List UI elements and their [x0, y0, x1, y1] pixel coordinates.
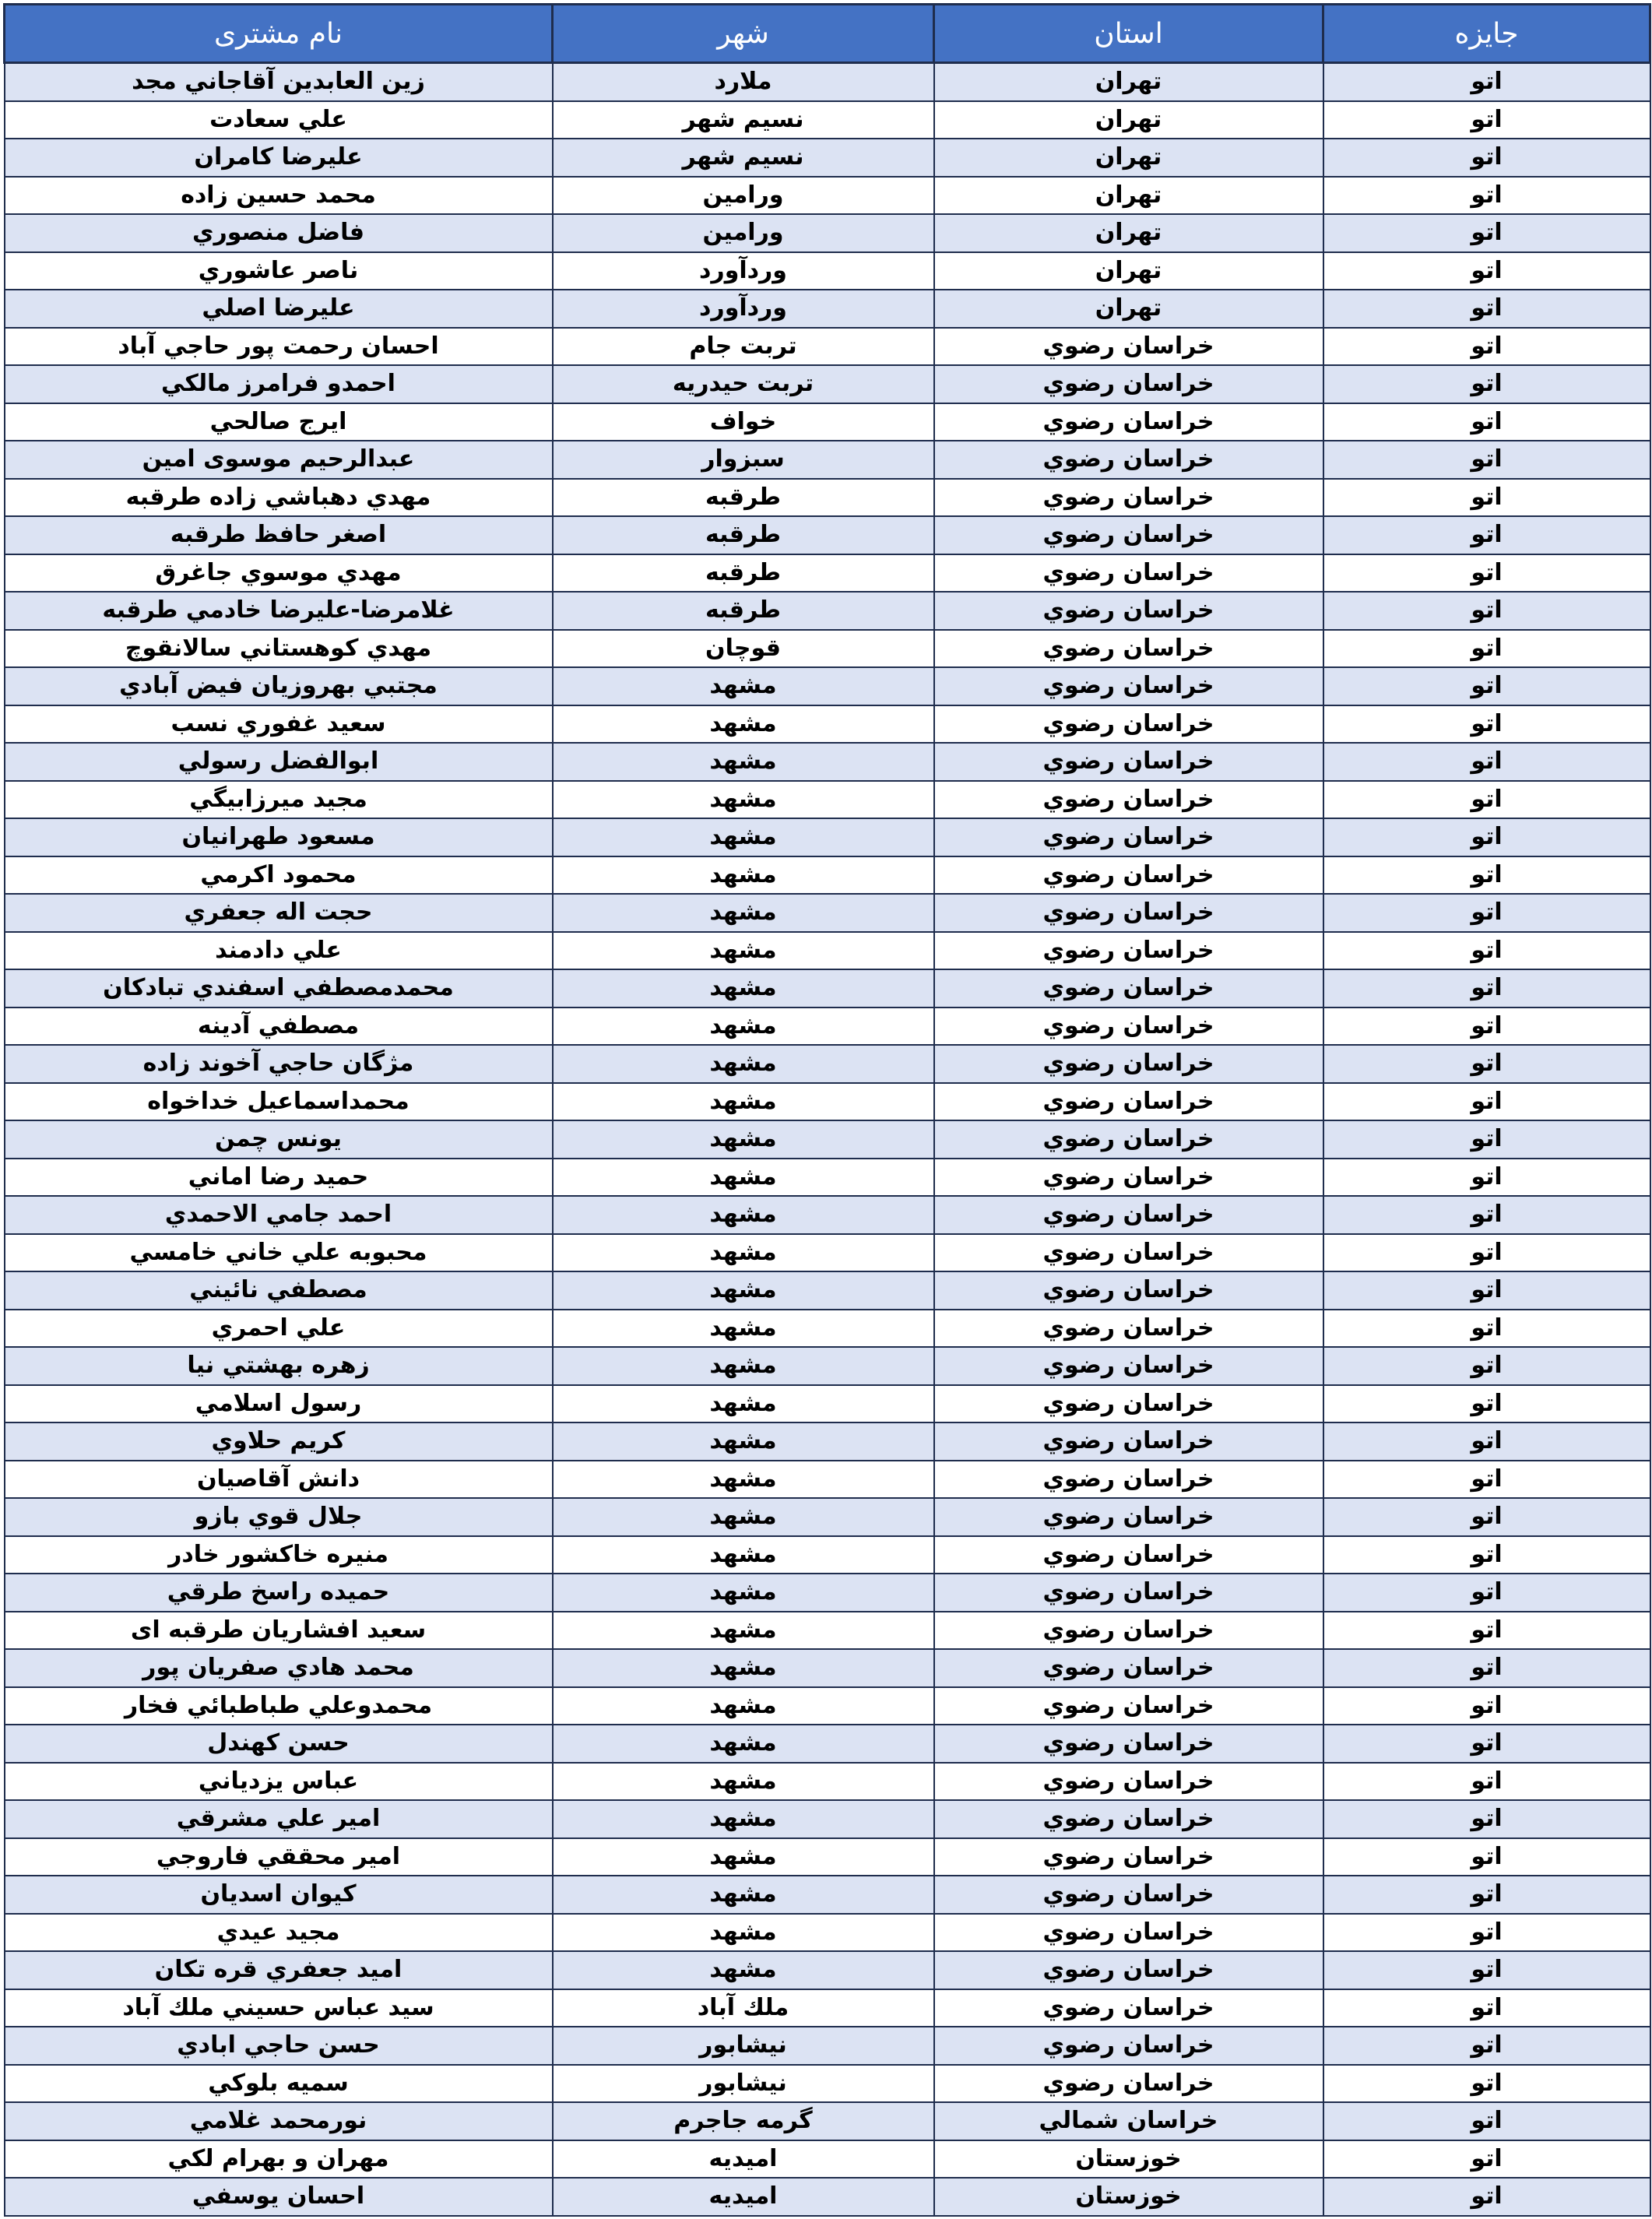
customer-name-cell: عليرضا اصلي [5, 290, 553, 328]
province-cell: خراسان رضوي [934, 667, 1323, 705]
customer-name-cell: حجت اله جعفري [5, 894, 553, 932]
table-row [5, 403, 1650, 441]
table-row [5, 1914, 1650, 1952]
province-cell: خراسان رضوي [934, 1612, 1323, 1650]
province-cell: خراسان رضوي [934, 365, 1323, 403]
customer-name-cell: مجيد ميرزابيگي [5, 781, 553, 819]
table-row [5, 365, 1650, 403]
customer-name-cell: دانش آقاصيان [5, 1461, 553, 1499]
city-cell: وردآورد [553, 252, 934, 290]
province-cell: خراسان رضوي [934, 1725, 1323, 1763]
city-cell: مشهد [553, 818, 934, 856]
table-row [5, 2027, 1650, 2065]
customer-name-cell: يونس چمن [5, 1120, 553, 1159]
customer-name-cell: سعيد غفوري نسب [5, 705, 553, 744]
prize-cell: اتو [1323, 630, 1650, 668]
prize-cell: اتو [1323, 403, 1650, 441]
prize-cell: اتو [1323, 177, 1650, 215]
province-cell: خراسان رضوي [934, 1234, 1323, 1272]
city-cell: مشهد [553, 1422, 934, 1461]
prize-cell: اتو [1323, 743, 1650, 781]
city-cell: مشهد [553, 1347, 934, 1385]
prize-cell: اتو [1323, 214, 1650, 252]
customer-name-cell: مهدي كوهستاني سالانقوچ [5, 630, 553, 668]
province-cell: خوزستان [934, 2178, 1323, 2216]
header-customer-name: نام مشتری [5, 5, 553, 63]
table-row [5, 139, 1650, 177]
customer-name-cell: جلال قوي بازو [5, 1498, 553, 1536]
province-cell: خراسان رضوي [934, 479, 1323, 517]
table-row [5, 1536, 1650, 1574]
city-cell: مشهد [553, 1461, 934, 1499]
city-cell: ملارد [553, 63, 934, 101]
city-cell: مشهد [553, 1234, 934, 1272]
table-row [5, 63, 1650, 101]
table-row [5, 1271, 1650, 1310]
prize-cell: اتو [1323, 290, 1650, 328]
table-row [5, 630, 1650, 668]
city-cell: مشهد [553, 1045, 934, 1083]
city-cell: مشهد [553, 1763, 934, 1801]
header-city: شهر [553, 5, 934, 63]
customer-name-cell: عليرضا كامران [5, 139, 553, 177]
province-cell: خراسان رضوي [934, 1687, 1323, 1725]
table-row [5, 1951, 1650, 1989]
prize-cell: اتو [1323, 1271, 1650, 1310]
prize-cell: اتو [1323, 1310, 1650, 1348]
table-row [5, 856, 1650, 895]
prize-cell: اتو [1323, 856, 1650, 895]
prize-cell: اتو [1323, 932, 1650, 970]
table-row [5, 479, 1650, 517]
customer-name-cell: ايرج صالحي [5, 403, 553, 441]
city-cell: اميديه [553, 2140, 934, 2179]
customer-name-cell: مهدي موسوي جاغرق [5, 554, 553, 593]
table-row [5, 1196, 1650, 1234]
city-cell: مشهد [553, 1687, 934, 1725]
prize-cell: اتو [1323, 1951, 1650, 1989]
customer-name-cell: اصغر حافظ طرقبه [5, 516, 553, 554]
prize-cell: اتو [1323, 592, 1650, 630]
customer-name-cell: حسن حاجي ابادي [5, 2027, 553, 2065]
prize-cell: اتو [1323, 1612, 1650, 1650]
city-cell: مشهد [553, 705, 934, 744]
city-cell: طرقبه [553, 592, 934, 630]
province-cell: خراسان رضوي [934, 1422, 1323, 1461]
province-cell: خراسان رضوي [934, 1159, 1323, 1197]
prize-cell: اتو [1323, 1989, 1650, 2027]
prize-cell: اتو [1323, 1385, 1650, 1423]
city-cell: قوچان [553, 630, 934, 668]
table-row [5, 1838, 1650, 1876]
province-cell: تهران [934, 290, 1323, 328]
province-cell: خراسان رضوي [934, 818, 1323, 856]
table-row [5, 1083, 1650, 1121]
province-cell: خراسان رضوي [934, 1083, 1323, 1121]
prize-cell: اتو [1323, 139, 1650, 177]
city-cell: مشهد [553, 1196, 934, 1234]
customer-name-cell: مجتبي بهروزيان فيض آبادي [5, 667, 553, 705]
province-cell: خراسان رضوي [934, 705, 1323, 744]
customer-name-cell: محبوبه علي خاني خامسي [5, 1234, 553, 1272]
province-cell: خراسان رضوي [934, 1763, 1323, 1801]
prize-cell: اتو [1323, 705, 1650, 744]
customer-name-cell: غلامرضا-عليرضا خادمي طرقبه [5, 592, 553, 630]
table-row [5, 818, 1650, 856]
table-row [5, 667, 1650, 705]
prize-cell: اتو [1323, 894, 1650, 932]
prize-cell: اتو [1323, 554, 1650, 593]
city-cell: نيشابور [553, 2027, 934, 2065]
city-cell: مشهد [553, 1951, 934, 1989]
table-row [5, 328, 1650, 366]
table-row [5, 743, 1650, 781]
table-row [5, 2140, 1650, 2179]
city-cell: مشهد [553, 1310, 934, 1348]
customer-name-cell: مژگان حاجي آخوند زاده [5, 1045, 553, 1083]
city-cell: نسیم شهر [553, 139, 934, 177]
customer-name-cell: حميده راسخ طرقي [5, 1574, 553, 1612]
table-row [5, 214, 1650, 252]
table-row [5, 969, 1650, 1008]
city-cell: مشهد [553, 1725, 934, 1763]
province-cell: خراسان شمالي [934, 2102, 1323, 2140]
table-row [5, 1310, 1650, 1348]
province-cell: خراسان رضوي [934, 441, 1323, 479]
province-cell: خراسان رضوي [934, 1838, 1323, 1876]
customer-name-cell: احمدو فرامرز مالكي [5, 365, 553, 403]
prize-cell: اتو [1323, 101, 1650, 139]
prize-cell: اتو [1323, 1498, 1650, 1536]
city-cell: مشهد [553, 932, 934, 970]
customer-name-cell: مهدي دهباشي زاده طرقبه [5, 479, 553, 517]
province-cell: خراسان رضوي [934, 743, 1323, 781]
customer-name-cell: عباس يزدياني [5, 1763, 553, 1801]
prize-cell: اتو [1323, 2178, 1650, 2216]
customer-name-cell: محمداسماعيل خداخواه [5, 1083, 553, 1121]
table-row [5, 290, 1650, 328]
province-cell: خراسان رضوي [934, 856, 1323, 895]
table-row [5, 1649, 1650, 1687]
city-cell: طرقبه [553, 516, 934, 554]
city-cell: مشهد [553, 1914, 934, 1952]
prize-cell: اتو [1323, 1120, 1650, 1159]
customer-name-cell: فاضل منصوري [5, 214, 553, 252]
customer-name-cell: امير محققي فاروجي [5, 1838, 553, 1876]
table-row [5, 554, 1650, 593]
prize-cell: اتو [1323, 1574, 1650, 1612]
customer-name-cell: محمد حسين زاده [5, 177, 553, 215]
city-cell: ملك آباد [553, 1989, 934, 2027]
province-cell: خراسان رضوي [934, 2065, 1323, 2103]
city-cell: مشهد [553, 1385, 934, 1423]
city-cell: سبزوار [553, 441, 934, 479]
city-cell: مشهد [553, 781, 934, 819]
spreadsheet [3, 3, 1649, 2217]
customer-name-cell: حسن كهندل [5, 1725, 553, 1763]
header-prize: جایزه [1323, 5, 1650, 63]
customer-name-cell: زهره بهشتي نيا [5, 1347, 553, 1385]
province-cell: خراسان رضوي [934, 403, 1323, 441]
prize-cell: اتو [1323, 1196, 1650, 1234]
prize-cell: اتو [1323, 781, 1650, 819]
customer-name-cell: سيد عباس حسيني ملك آباد [5, 1989, 553, 2027]
customer-name-cell: منيره خاكشور خادر [5, 1536, 553, 1574]
prize-cell: اتو [1323, 1536, 1650, 1574]
customer-name-cell: حميد رضا اماني [5, 1159, 553, 1197]
province-cell: خراسان رضوي [934, 1951, 1323, 1989]
city-cell: مشهد [553, 894, 934, 932]
province-cell: خراسان رضوي [934, 932, 1323, 970]
prize-cell: اتو [1323, 2065, 1650, 2103]
table-row [5, 1989, 1650, 2027]
table-row [5, 1120, 1650, 1159]
prize-cell: اتو [1323, 252, 1650, 290]
table-row [5, 1687, 1650, 1725]
province-cell: خراسان رضوي [934, 781, 1323, 819]
city-cell: وردآورد [553, 290, 934, 328]
province-cell: تهران [934, 63, 1323, 101]
table-row [5, 1800, 1650, 1838]
city-cell: مشهد [553, 1876, 934, 1914]
city-cell: اميديه [553, 2178, 934, 2216]
table-row [5, 516, 1650, 554]
table-row [5, 2178, 1650, 2216]
customer-name-cell: محمد هادي صفريان پور [5, 1649, 553, 1687]
city-cell: مشهد [553, 1800, 934, 1838]
table-row [5, 1612, 1650, 1650]
province-cell: خراسان رضوي [934, 1310, 1323, 1348]
city-cell: خواف [553, 403, 934, 441]
customer-name-cell: امير علي مشرقي [5, 1800, 553, 1838]
table-row [5, 592, 1650, 630]
city-cell: مشهد [553, 743, 934, 781]
table-row [5, 894, 1650, 932]
prize-cell: اتو [1323, 667, 1650, 705]
city-cell: ورامين [553, 214, 934, 252]
prize-cell: اتو [1323, 1008, 1650, 1046]
table-row [5, 1234, 1650, 1272]
table-row [5, 1498, 1650, 1536]
province-cell: خراسان رضوي [934, 1498, 1323, 1536]
prize-cell: اتو [1323, 1687, 1650, 1725]
customer-name-cell: مهران و بهرام لكي [5, 2140, 553, 2179]
province-cell: خراسان رضوي [934, 1008, 1323, 1046]
province-cell: خراسان رضوي [934, 1989, 1323, 2027]
city-cell: مشهد [553, 1008, 934, 1046]
province-cell: تهران [934, 177, 1323, 215]
customer-name-cell: رسول اسلامي [5, 1385, 553, 1423]
city-cell: مشهد [553, 1649, 934, 1687]
customer-name-cell: علي دادمند [5, 932, 553, 970]
customer-name-cell: علي احمري [5, 1310, 553, 1348]
prize-cell: اتو [1323, 969, 1650, 1008]
customer-name-cell: ابوالفضل رسولي [5, 743, 553, 781]
table-row [5, 2065, 1650, 2103]
customer-name-cell: مجيد عيدي [5, 1914, 553, 1952]
prize-cell: اتو [1323, 2027, 1650, 2065]
prize-cell: اتو [1323, 365, 1650, 403]
customer-name-cell: محمود اكرمي [5, 856, 553, 895]
prize-cell: اتو [1323, 1461, 1650, 1499]
prize-cell: اتو [1323, 441, 1650, 479]
customer-name-cell: سميه بلوكي [5, 2065, 553, 2103]
table-row [5, 1422, 1650, 1461]
province-cell: خراسان رضوي [934, 969, 1323, 1008]
city-cell: تربت حيدريه [553, 365, 934, 403]
province-cell: خراسان رضوي [934, 1800, 1323, 1838]
table-row [5, 177, 1650, 215]
city-cell: گرمه جاجرم [553, 2102, 934, 2140]
prize-cell: اتو [1323, 2102, 1650, 2140]
customer-name-cell: علي سعادت [5, 101, 553, 139]
customer-name-cell: مصطفي نائيني [5, 1271, 553, 1310]
table-row [5, 1347, 1650, 1385]
table-row [5, 441, 1650, 479]
province-cell: خراسان رضوي [934, 894, 1323, 932]
prize-cell: اتو [1323, 2140, 1650, 2179]
province-cell: خراسان رضوي [934, 2027, 1323, 2065]
customer-name-cell: عبدالرحيم موسوی امين [5, 441, 553, 479]
table-row [5, 1574, 1650, 1612]
province-cell: خراسان رضوي [934, 630, 1323, 668]
province-cell: خوزستان [934, 2140, 1323, 2179]
city-cell: مشهد [553, 1574, 934, 1612]
customer-name-cell: احسان رحمت پور حاجي آباد [5, 328, 553, 366]
prize-cell: اتو [1323, 328, 1650, 366]
prize-cell: اتو [1323, 1083, 1650, 1121]
city-cell: مشهد [553, 1536, 934, 1574]
table-row [5, 252, 1650, 290]
province-cell: تهران [934, 101, 1323, 139]
customer-name-cell: مصطفي آدينه [5, 1008, 553, 1046]
city-cell: مشهد [553, 1159, 934, 1197]
table-body [5, 63, 1650, 2216]
province-cell: تهران [934, 139, 1323, 177]
customer-name-cell: نورمحمد غلامي [5, 2102, 553, 2140]
province-cell: خراسان رضوي [934, 516, 1323, 554]
prize-cell: اتو [1323, 1649, 1650, 1687]
table-row [5, 1876, 1650, 1914]
province-cell: خراسان رضوي [934, 328, 1323, 366]
table-row [5, 1763, 1650, 1801]
province-cell: خراسان رضوي [934, 1574, 1323, 1612]
table-row [5, 1045, 1650, 1083]
customer-name-cell: احسان يوسفي [5, 2178, 553, 2216]
table-row [5, 705, 1650, 744]
prize-cell: اتو [1323, 1763, 1650, 1801]
province-cell: خراسان رضوي [934, 1045, 1323, 1083]
header-row [5, 5, 1650, 63]
city-cell: طرقبه [553, 479, 934, 517]
province-cell: خراسان رضوي [934, 1914, 1323, 1952]
prize-cell: اتو [1323, 1838, 1650, 1876]
province-cell: خراسان رضوي [934, 1536, 1323, 1574]
province-cell: تهران [934, 214, 1323, 252]
header-province: استان [934, 5, 1323, 63]
prize-cell: اتو [1323, 479, 1650, 517]
city-cell: تربت جام [553, 328, 934, 366]
city-cell: مشهد [553, 667, 934, 705]
prize-cell: اتو [1323, 516, 1650, 554]
prize-cell: اتو [1323, 1422, 1650, 1461]
table-row [5, 1461, 1650, 1499]
city-cell: مشهد [553, 1838, 934, 1876]
province-cell: خراسان رضوي [934, 1271, 1323, 1310]
province-cell: تهران [934, 252, 1323, 290]
city-cell: ورامين [553, 177, 934, 215]
table-row [5, 2102, 1650, 2140]
prize-cell: اتو [1323, 1159, 1650, 1197]
customer-name-cell: اميد جعفري قره تكان [5, 1951, 553, 1989]
province-cell: خراسان رضوي [934, 554, 1323, 593]
prize-winners-table [3, 3, 1651, 2217]
customer-name-cell: احمد جامي الاحمدي [5, 1196, 553, 1234]
city-cell: مشهد [553, 1271, 934, 1310]
table-row [5, 1159, 1650, 1197]
province-cell: خراسان رضوي [934, 1347, 1323, 1385]
table-row [5, 1008, 1650, 1046]
city-cell: مشهد [553, 1120, 934, 1159]
city-cell: نيشابور [553, 2065, 934, 2103]
prize-cell: اتو [1323, 1800, 1650, 1838]
city-cell: مشهد [553, 856, 934, 895]
province-cell: خراسان رضوي [934, 592, 1323, 630]
prize-cell: اتو [1323, 1914, 1650, 1952]
prize-cell: اتو [1323, 63, 1650, 101]
table-row [5, 932, 1650, 970]
prize-cell: اتو [1323, 1876, 1650, 1914]
customer-name-cell: محمدوعلي طباطبائي فخار [5, 1687, 553, 1725]
customer-name-cell: زين العابدين آقاجاني مجد [5, 63, 553, 101]
table-row [5, 101, 1650, 139]
prize-cell: اتو [1323, 1725, 1650, 1763]
table-row [5, 781, 1650, 819]
city-cell: مشهد [553, 1498, 934, 1536]
customer-name-cell: محمدمصطفي اسفندي تبادكان [5, 969, 553, 1008]
customer-name-cell: كريم حلاوي [5, 1422, 553, 1461]
prize-cell: اتو [1323, 1234, 1650, 1272]
prize-cell: اتو [1323, 1347, 1650, 1385]
province-cell: خراسان رضوي [934, 1385, 1323, 1423]
province-cell: خراسان رضوي [934, 1196, 1323, 1234]
city-cell: طرقبه [553, 554, 934, 593]
table-row [5, 1725, 1650, 1763]
customer-name-cell: سعيد افشاريان طرقبه ای [5, 1612, 553, 1650]
city-cell: مشهد [553, 1612, 934, 1650]
province-cell: خراسان رضوي [934, 1876, 1323, 1914]
province-cell: خراسان رضوي [934, 1649, 1323, 1687]
table-row [5, 1385, 1650, 1423]
province-cell: خراسان رضوي [934, 1120, 1323, 1159]
city-cell: مشهد [553, 1083, 934, 1121]
customer-name-cell: مسعود طهرانيان [5, 818, 553, 856]
customer-name-cell: كيوان اسديان [5, 1876, 553, 1914]
city-cell: مشهد [553, 969, 934, 1008]
city-cell: نسیم شهر [553, 101, 934, 139]
province-cell: خراسان رضوي [934, 1461, 1323, 1499]
customer-name-cell: ناصر عاشوري [5, 252, 553, 290]
prize-cell: اتو [1323, 818, 1650, 856]
prize-cell: اتو [1323, 1045, 1650, 1083]
